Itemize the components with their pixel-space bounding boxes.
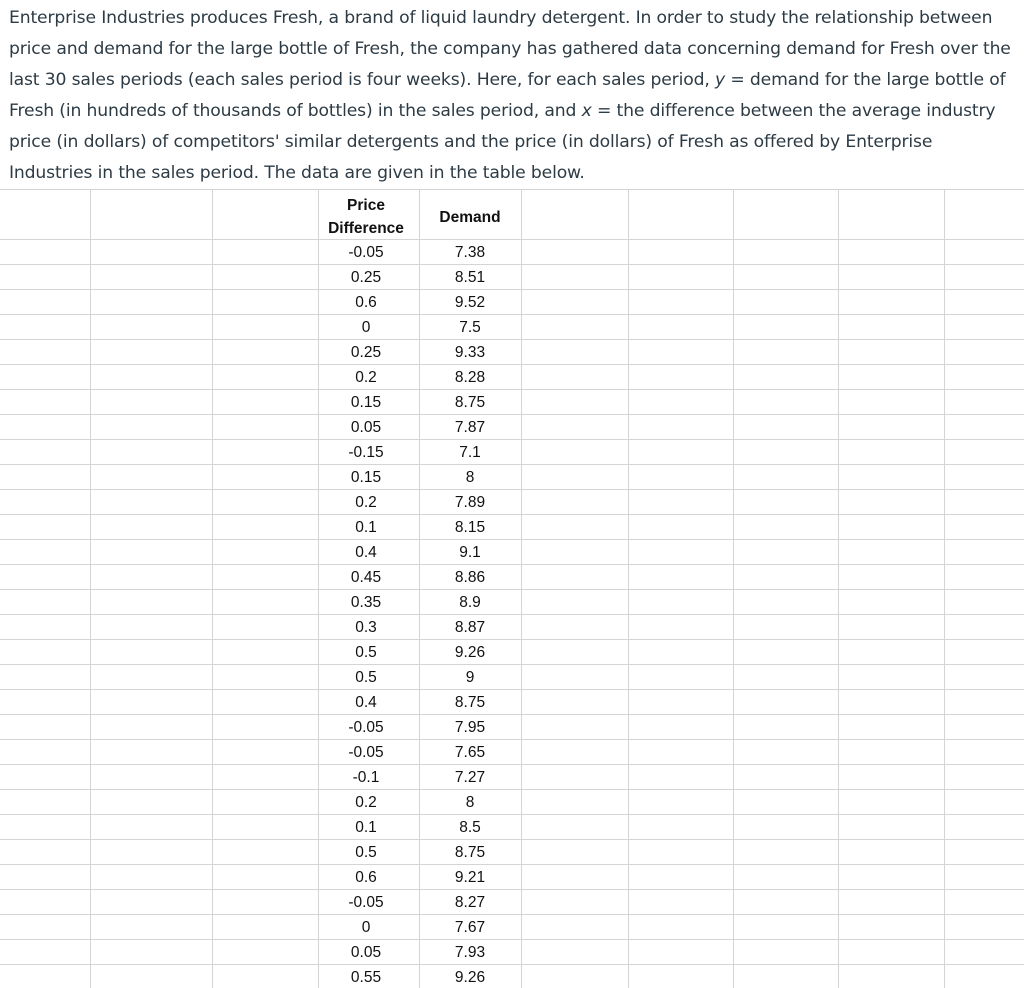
table-row xyxy=(351,469,474,486)
table-row xyxy=(355,819,481,836)
intro-text-2: = demand for the large bottle of Fresh (in hundreds of thousands of bottles) in the sales period, and xyxy=(9,70,1006,121)
table-row xyxy=(348,894,485,911)
table-row xyxy=(355,694,485,711)
table-row xyxy=(355,369,485,386)
table-row xyxy=(355,519,485,536)
table-row xyxy=(355,619,485,636)
demand-cell: 8.75 xyxy=(454,844,486,861)
price-difference-cell: 0.15 xyxy=(350,394,382,411)
table-row xyxy=(355,294,485,311)
price-difference-cell: 0.55 xyxy=(350,969,382,986)
header-demand: Demand xyxy=(439,209,501,226)
price-difference-cell: 0.2 xyxy=(355,794,377,811)
table-row xyxy=(351,394,485,411)
y-variable: y xyxy=(714,70,726,90)
demand-cell: 8 xyxy=(465,794,475,811)
demand-cell: 8.51 xyxy=(454,269,486,286)
price-difference-cell: -0.05 xyxy=(348,719,384,736)
price-difference-cell: 0 xyxy=(361,919,371,936)
price-difference-cell: 0.35 xyxy=(350,594,382,611)
problem-statement xyxy=(9,3,1015,189)
demand-cell: 9.52 xyxy=(454,294,486,311)
demand-cell: 8.75 xyxy=(454,694,486,711)
table-row xyxy=(362,319,481,336)
grid-lines xyxy=(0,189,1024,988)
price-difference-cell: 0.1 xyxy=(355,819,377,836)
price-difference-cell: 0.05 xyxy=(350,944,382,961)
price-difference-cell: -0.1 xyxy=(352,769,380,786)
demand-cell: 7.89 xyxy=(454,494,486,511)
price-difference-cell: 0.6 xyxy=(355,869,377,886)
demand-cell: 9.33 xyxy=(454,344,486,361)
table-row xyxy=(351,594,481,611)
price-difference-cell: 0.05 xyxy=(350,419,382,436)
price-difference-cell: 0.15 xyxy=(350,469,382,486)
demand-cell: 8 xyxy=(465,469,475,486)
demand-cell: 7.67 xyxy=(454,919,486,936)
table-row xyxy=(351,269,485,286)
demand-cell: 9.21 xyxy=(454,869,486,886)
demand-cell: 7.95 xyxy=(454,719,486,736)
price-difference-cell: -0.15 xyxy=(348,444,384,461)
price-difference-cell: 0.6 xyxy=(355,294,377,311)
demand-cell: 9 xyxy=(465,669,475,686)
price-difference-cell: 0.1 xyxy=(355,519,377,536)
price-difference-cell: -0.05 xyxy=(348,894,384,911)
table-row xyxy=(355,494,485,511)
intro-text-3: = the difference between the average industry price (in dollars) of competitors' similar detergents and the price (in dollars) of Fresh as offered by Enterprise Industries in the sales period. The data are given in the table below. xyxy=(9,101,996,183)
header-price-line2: Difference xyxy=(328,220,404,237)
demand-cell: 8.86 xyxy=(454,569,486,586)
demand-cell: 7.38 xyxy=(454,244,486,261)
intro-text-1: Enterprise Industries produces Fresh, a brand of liquid laundry detergent. In order to study the relationship between price and demand for the large bottle of Fresh, the company has gathered data concerning demand for Fresh over the last 30 sales periods (each sales period is four weeks). Here, for each sales period, xyxy=(9,8,1011,90)
table-row xyxy=(355,844,485,861)
table-row xyxy=(351,344,485,361)
demand-cell: 7.87 xyxy=(454,419,486,436)
demand-cell: 8.27 xyxy=(454,894,486,911)
demand-cell: 9.26 xyxy=(454,644,486,661)
demand-cell: 8.75 xyxy=(454,394,486,411)
table-row xyxy=(355,644,485,661)
table-row xyxy=(355,544,481,561)
demand-cell: 7.1 xyxy=(459,444,481,461)
price-difference-cell: 0.2 xyxy=(355,369,377,386)
price-difference-cell: 0.5 xyxy=(355,669,377,686)
price-difference-cell: 0.5 xyxy=(355,844,377,861)
table-row xyxy=(348,244,485,261)
demand-cell: 9.1 xyxy=(459,544,481,561)
table-row xyxy=(355,869,485,886)
demand-cell: 7.5 xyxy=(459,319,481,336)
price-difference-cell: 0.3 xyxy=(355,619,377,636)
table-row xyxy=(362,919,485,936)
price-difference-cell: 0 xyxy=(361,319,371,336)
price-difference-cell: 0.5 xyxy=(355,644,377,661)
price-difference-cell: 0.25 xyxy=(350,344,382,361)
header-price-line1: Price xyxy=(347,197,385,214)
demand-cell: 7.93 xyxy=(454,944,486,961)
demand-cell: 8.9 xyxy=(459,594,481,611)
demand-cell: 8.28 xyxy=(454,369,486,386)
table-row xyxy=(353,769,485,786)
demand-cell: 8.15 xyxy=(454,519,486,536)
table-row xyxy=(351,419,485,436)
price-difference-cell: 0.25 xyxy=(350,269,382,286)
demand-cell: 7.65 xyxy=(454,744,486,761)
demand-cell: 8.87 xyxy=(454,619,486,636)
table-row xyxy=(355,794,474,811)
price-difference-cell: 0.4 xyxy=(355,544,377,561)
demand-cell: 9.26 xyxy=(454,969,486,986)
demand-cell: 7.27 xyxy=(454,769,486,786)
table-row xyxy=(351,569,485,586)
header-row xyxy=(328,197,500,237)
table-row xyxy=(351,944,485,961)
price-difference-cell: -0.05 xyxy=(348,744,384,761)
table-row xyxy=(351,969,485,986)
table-row xyxy=(348,744,485,761)
price-difference-cell: -0.05 xyxy=(348,244,384,261)
demand-cell: 8.5 xyxy=(459,819,481,836)
data-spreadsheet xyxy=(0,189,1024,988)
x-variable: x xyxy=(581,101,592,121)
price-difference-cell: 0.2 xyxy=(355,494,377,511)
table-row xyxy=(348,719,485,736)
price-difference-cell: 0.4 xyxy=(355,694,377,711)
price-difference-cell: 0.45 xyxy=(350,569,382,586)
table-row xyxy=(355,669,474,686)
table-row xyxy=(348,444,480,461)
